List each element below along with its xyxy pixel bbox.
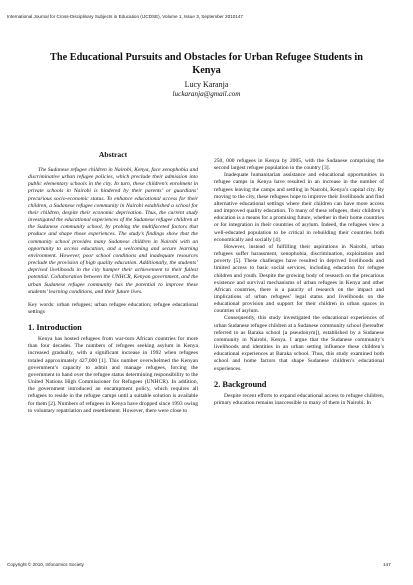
introduction-paragraph-2: Inadequate humanitarian assistance and educational opportunities in refugee camps in Kenya have resulted in an increase in the number of refugees leaving the camps and settling in Nairobi, Kenya’s capital city. By moving to the city, these refugees hope to improve their livelihoods and find alternative educational settings where their children can have more access and improved quality education. To many of these refugees, their children’s education is a means for a promising future, whether in their home countries or for integration in their countries of asylum. Indeed, the refugees view a well-educated population to be critical in rebuilding their countries both economically and socially [4]. [214,172,384,243]
paper-title: The Educational Pursuits and Obstacles for Urban Refugee Students in Kenya [49,52,364,76]
keywords: Key words: urban refugees; urban refugee education; refugee educational settings [28,301,198,315]
copyright-footer: Copyright © 2010, Infonomics Society [7,562,84,567]
author-email: luckaranja@gmail.com [172,90,241,98]
page-number: 147 [383,562,391,567]
background-heading: 2. Background [214,379,267,389]
introduction-continued: 250, 000 refugees in Kenya by 2005, with the Sudanese comprising the second largest refugee population in the country [3]. [214,158,384,172]
abstract-heading: Abstract [98,150,128,159]
abstract-text: The Sudanese refugee children in Nairobi, Kenya, face xenophobia and discriminative urban refugee policies, which preclude their admission into public elementary schools in the city. In turn, these children’s enrolment in private schools in Nairobi is hindered by their parents’ or guardians’ precarious socio-economic status. To enhance educational access for their children, a Sudanese refugee community in Nairobi established a school for their children, despite their economic deprivation. Thus, the current study investigated the educational experiences of the Sudanese refugee children at the Sudanese community school, by probing the multifaceted factors that produce and shape those experiences. The study’s findings show that the community school provides many Sudanese children in Nairobi with an opportunity to access education, and a welcoming and secure learning environment. However, poor school conditions and inadequate resources preclude the provision of high quality education. Additionally, the students’ deprived livelihoods in the city hamper their achievement to their fullest potential. Collaboration between the UNHCR, Kenyan government, and the urban Sudanese refugee community has the potential to improve these students’ learning conditions, and their future lives. [28,167,198,295]
introduction-heading: 1. Introduction [28,323,82,333]
author-name: Lucy Karanja [184,80,229,89]
running-head: International Journal for Cross-Disciplinary Subjects in Education (IJCDSE), Volume 1, Issue 3, September 2010147 [7,14,243,19]
introduction-paragraph-4: Consequently, this study investigated the educational experiences of urban Sudanese refugee children at a Sudanese community school (hereafter referred to as Baraka school [a pseudonym]), established by a Sudanese community in Nairobi, Kenya. I argue that the Sudanese community’s livelihoods and identities in an urban setting influence these children’s educational experiences at Baraka school. Thus, this study examined both school and home factors that shape Sudanese children’s educational experiences. [214,315,384,372]
introduction-paragraph-3: However, instead of fulfilling their aspirations in Nairobi, urban refugees suffer harassment, xenophobia, discrimination, exploitation and poverty [5]. These challenges have resulted in deprived livelihoods and limited access to basic social services, including education for refugee children and youth. Despite the growing body of research on the precarious existence and survival mechanisms of urban refugees in Kenya and other African countries, there is a paucity of research on the impact and implications of urban refugees’ legal status and livelihoods on the educational provision and support for their children in urban spaces in countries of asylum. [214,243,384,315]
background-paragraph: Despite recent efforts to expand educational access to refugee children, primary education remains inaccessible to many of them in Nairobi. In [214,392,384,406]
right-column [214,158,384,407]
left-column [28,150,198,415]
introduction-paragraph: Kenya has hosted refugees from war-torn African countries for more than four decades. The numbers of refugees seeking asylum in Kenya increased gradually, with a significant increase in 1992 when refugees totaled approximately 427,000 [1]. This number overwhelmed the Kenyan government’s capacity to admit and manage refugees, forcing the government to hand over the refugee status determining responsibility to the United Nations High Commissioner for Refugees (UNHCR). In addition, the government introduced an encampment policy, which requires all refugees to reside in the refugee camps until a suitable solution is available for them [2]. Numbers of refugees in Kenya have dropped since 1993 owing to voluntary repatriation and resettlement. However, there were close to [28,336,198,414]
